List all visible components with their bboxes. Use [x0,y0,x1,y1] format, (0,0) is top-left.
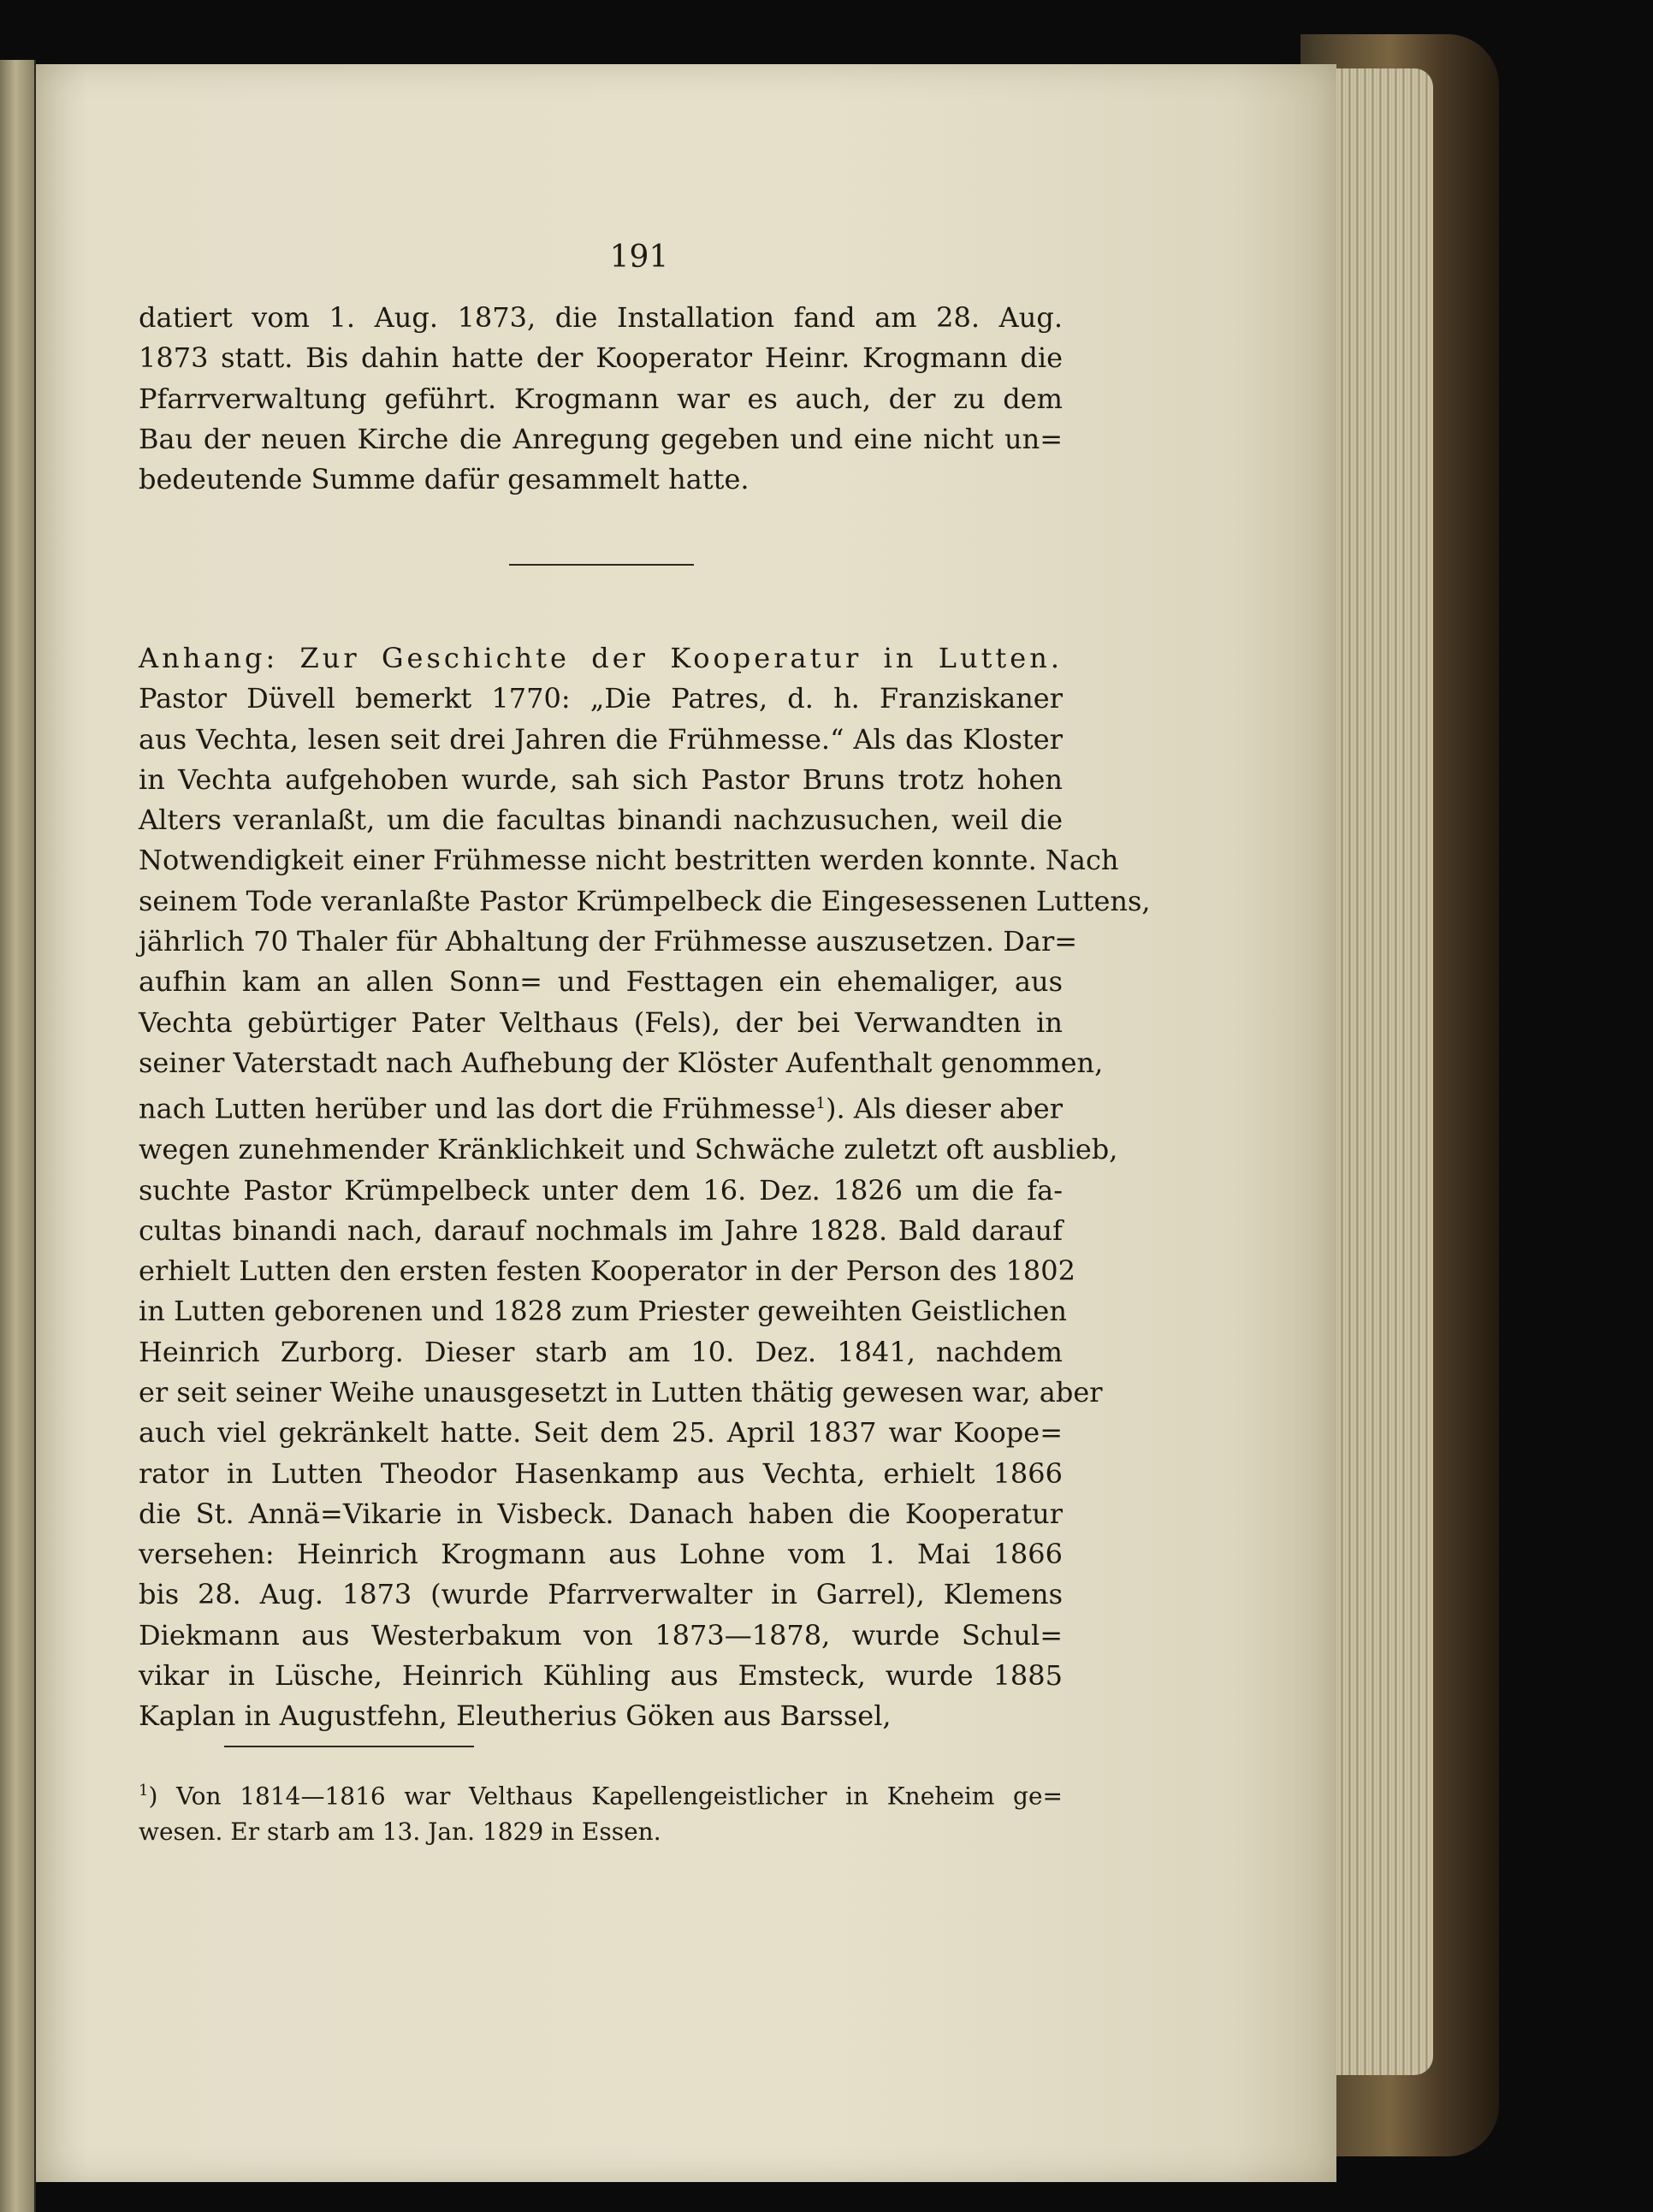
text-line: wegen zunehmender Kränklichkeit und Schwäche zuletzt oft ausblieb, [139,1133,1118,1166]
text-line: er seit seiner Weihe unausgesetzt in Lutten thätig gewesen war, aber [139,1376,1103,1408]
text-line: seiner Vaterstadt nach Aufhebung der Klöster Aufenthalt genommen, [139,1046,1104,1079]
text-line: Alters veranlaßt, um die facultas binandi nachzusuchen, weil die [139,804,1063,837]
text-line: auch viel gekränkelt hatte. Seit dem 25. April 1837 war Koope= [139,1416,1063,1450]
appendix-heading: Anhang: Zur Geschichte der Kooperatur in Lutten. [139,642,1063,674]
facing-page-edge [0,60,36,2212]
footnote-marker: 1 [815,1094,826,1113]
text-line: Heinrich Zurborg. Dieser starb am 10. Dez. 1841, nachdem [139,1335,1063,1368]
text-line: jährlich 70 Thaler für Abhaltung der Frühmesse auszusetzen. Dar= [139,925,1078,958]
text-line: versehen: Heinrich Krogmann aus Lohne vom 1. Mai 1866 [139,1538,1063,1571]
text-line: Vechta gebürtiger Pater Velthaus (Fels), der bei Verwandten in [139,1005,1063,1039]
paragraph-continuation [139,298,1063,500]
text-line: aufhin kam an allen Sonn= und Festtagen ein ehemaliger, aus [139,965,1063,999]
text-line: aus Vechta, lesen seit drei Jahren die Frühmesse.“ Als das Kloster [139,722,1063,756]
text-fragment: nach Lutten herüber und las dort die Frühmesse [139,1092,816,1125]
footnote [139,1773,1063,1850]
text-line: Pastor Düvell bemerkt 1770: „Die Patres, d. h. Franziskaner [139,682,1063,715]
footnote-marker: 1 [139,1782,149,1800]
text-line-with-footnote [139,1083,1063,1130]
text-line: 1873 statt. Bis dahin hatte der Kooperator Heinr. Krogmann die [139,341,1063,375]
text-line: Notwendigkeit einer Frühmesse nicht bestritten werden konnte. Nach [139,844,1119,877]
text-line: bis 28. Aug. 1873 (wurde Pfarrverwalter in Garrel), Klemens [139,1578,1063,1611]
text-line: datiert vom 1. Aug. 1873, die Installation fand am 28. Aug. [139,301,1063,334]
text-line: erhielt Lutten den ersten festen Kooperator in der Person des 1802 [139,1254,1075,1288]
appendix-heading-line [139,638,1063,679]
text-line: Kaplan in Augustfehn, Eleutherius Göken aus Barssel, [139,1699,892,1733]
section-separator [509,564,694,566]
footnote-rule [224,1746,474,1747]
text-line: Pfarrverwaltung geführt. Krogmann war es auch, der zu dem [139,382,1063,415]
text-line: in Lutten geborenen und 1828 zum Priester geweihten Geistlichen [139,1295,1067,1328]
text-line: die St. Annä=Vikarie in Visbeck. Danach haben die Kooperatur [139,1497,1063,1530]
text-line: seinem Tode veranlaßte Pastor Krümpelbeck die Eingesessenen Luttens, [139,884,1151,917]
footnote-line [139,1773,1063,1814]
text-line: Diekmann aus Westerbakum von 1873—1878, wurde Schul= [139,1618,1063,1652]
text-fragment: ) Von 1814—1816 war Velthaus Kapellengeistlicher in Kneheim ge= [148,1782,1063,1811]
text-fragment: ). Als dieser aber [825,1092,1063,1125]
text-line: rator in Lutten Theodor Hasenkamp aus Vechta, erhielt 1866 [139,1456,1063,1490]
text-line: cultas binandi nach, darauf nochmals im Jahre 1828. Bald darauf [139,1213,1063,1247]
text-line: vikar in Lüsche, Heinrich Kühling aus Emsteck, wurde 1885 [139,1659,1063,1693]
appendix-paragraph [139,638,1151,1737]
page-number: 191 [609,240,669,275]
text-line: in Vechta aufgehoben wurde, sah sich Pastor Bruns trotz hohen [139,762,1063,796]
page-stack-edges [1330,68,1433,2075]
text-line: suchte Pastor Krümpelbeck unter dem 16. Dez. 1826 um die fa- [139,1173,1063,1207]
text-line: Bau der neuen Kirche die Anregung gegeben und eine nicht un= [139,422,1063,455]
book-page [36,64,1336,2182]
footnote-line: wesen. Er starb am 13. Jan. 1829 in Essen. [139,1818,661,1847]
text-line: bedeutende Summe dafür gesammelt hatte. [139,463,749,496]
